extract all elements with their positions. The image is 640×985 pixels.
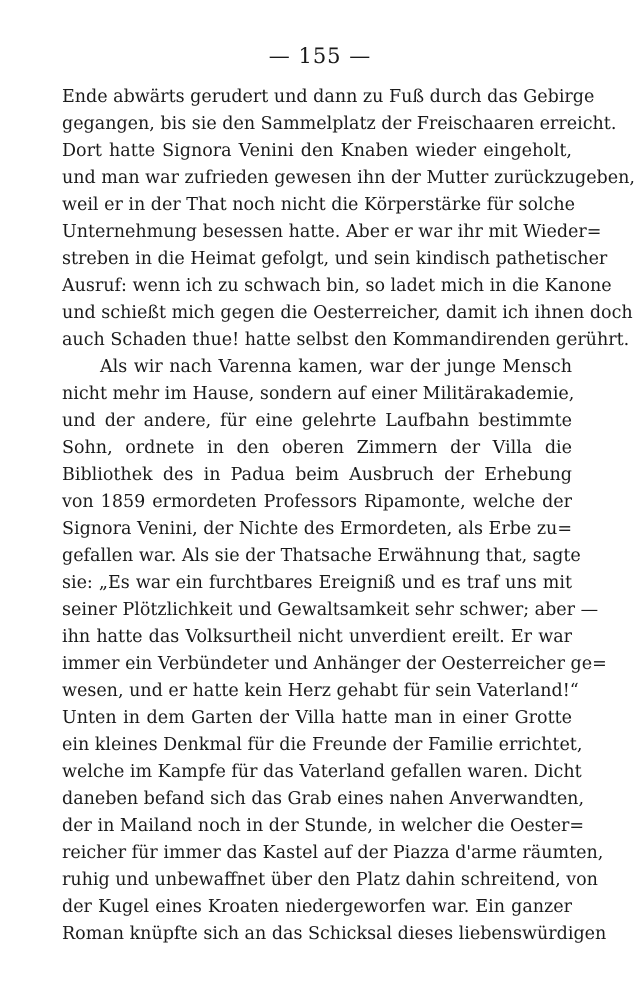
text-line: nicht mehr im Hause, sondern auf einer Militärakademie, [62, 384, 575, 404]
text-line: welche im Kampfe für das Vaterland gefallen waren. Dicht [62, 762, 582, 782]
text-line: gegangen, bis sie den Sammelplatz der Freischaaren erreicht. [62, 114, 617, 134]
text-line: Unternehmung besessen hatte. Aber er war ihr mit Wieder= [62, 222, 602, 242]
text-line: streben in die Heimat gefolgt, und sein kindisch pathetischer [62, 249, 608, 269]
text-line: Bibliothek des in Padua beim Ausbruch der Erhebung [62, 465, 572, 485]
text-line: Ende abwärts gerudert und dann zu Fuß durch das Gebirge [62, 87, 595, 107]
text-line: und schießt mich gegen die Oesterreicher, damit ich ihnen doch [62, 303, 633, 323]
text-line: Dort hatte Signora Venini den Knaben wieder eingeholt, [62, 141, 572, 161]
text-line: Als wir nach Varenna kamen, war der junge Mensch [100, 357, 572, 377]
text-line: Roman knüpfte sich an das Schicksal dieses liebenswürdigen [62, 924, 607, 944]
text-line: Ausruf: wenn ich zu schwach bin, so ladet mich in die Kanone [62, 276, 612, 296]
text-line: und der andere, für eine gelehrte Laufbahn bestimmte [62, 411, 572, 431]
text-line: und man war zufrieden gewesen ihn der Mutter zurückzugeben, [62, 168, 635, 188]
text-line: gefallen war. Als sie der Thatsache Erwähnung that, sagte [62, 546, 581, 566]
text-line: reicher für immer das Kastel auf der Piazza d'arme räumten, [62, 843, 604, 863]
text-line: immer ein Verbündeter und Anhänger der Oesterreicher ge= [62, 654, 607, 674]
text-line: der Kugel eines Kroaten niedergeworfen war. Ein ganzer [62, 897, 572, 917]
text-line: ein kleines Denkmal für die Freunde der Familie errichtet, [62, 735, 583, 755]
text-line: daneben befand sich das Grab eines nahen Anverwandten, [62, 789, 585, 809]
text-line: ihn hatte das Volksurtheil nicht unverdient ereilt. Er war [62, 627, 572, 647]
text-line: Unten in dem Garten der Villa hatte man in einer Grotte [62, 708, 572, 728]
text-line: ruhig und unbewaffnet über den Platz dahin schreitend, von [62, 870, 598, 890]
text-line: sie: „Es war ein furchtbares Ereigniß und es traf uns mit [62, 573, 572, 593]
body-text [62, 84, 635, 948]
text-line: weil er in der That noch nicht die Körperstärke für solche [62, 195, 575, 215]
text-line: von 1859 ermordeten Professors Ripamonte, welche der [62, 492, 572, 512]
text-line: auch Schaden thue! hatte selbst den Kommandirenden gerührt. [62, 330, 630, 350]
text-line: seiner Plötzlichkeit und Gewaltsamkeit sehr schwer; aber — [62, 600, 599, 620]
text-line: Signora Venini, der Nichte des Ermordeten, als Erbe zu= [62, 519, 572, 539]
text-line: wesen, und er hatte kein Herz gehabt für sein Vaterland!“ [62, 681, 579, 701]
text-line: Sohn, ordnete in den oberen Zimmern der Villa die [62, 438, 572, 458]
text-line: der in Mailand noch in der Stunde, in welcher die Oester= [62, 816, 585, 836]
page-number: — 155 — [268, 44, 372, 68]
